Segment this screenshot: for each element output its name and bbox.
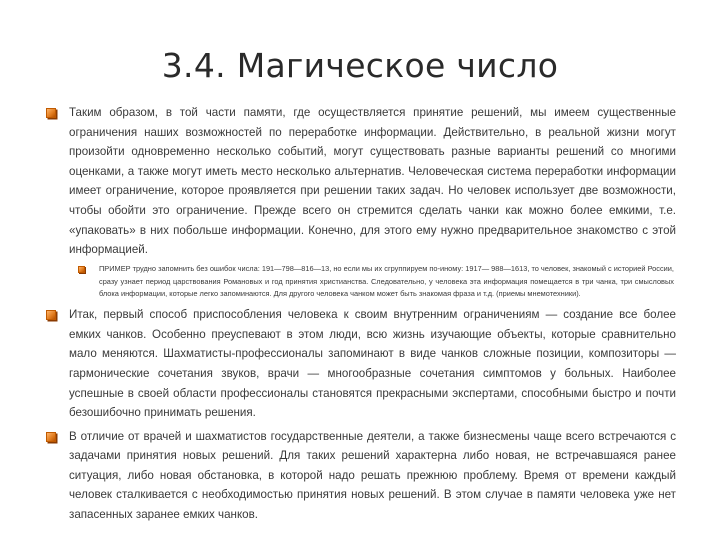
bullet-item-2 — [46, 305, 676, 423]
sub-bullet-text: ПРИМЕР трудно запомнить без ошибок числа: 191—798—816—13, но если мы их сгруппируем по-иному: 1917— 988—1613, то человек, знакомый с историей России, сразу узнает период царствования Романовых и год принятия христианства. Следовательно, у человека эта информация помещается в три чанка, три смысловых блока информации, которые легко запоминаются. Для другого человека чанком может быть знакомая фраза и т.д. (приемы мнемотехники). — [99, 263, 674, 299]
orange-square-bullet-icon — [46, 432, 56, 442]
orange-square-bullet-icon — [46, 108, 56, 118]
orange-square-bullet-icon — [78, 266, 85, 273]
bullet-text-1: Таким образом, в той части памяти, где осуществляется принятие решений, мы имеем существенные ограничения наших возможностей по переработке информации. Действительно, в реальной жизни могут произойти одновременно несколько событий, могут существовать разные варианты решений со многими оценками, а также могут иметь место несколько альтернатив. Человеческая система переработки информации имеет ограничение, которое проявляется при решении таких задач. Но человек использует две возможности, чтобы обойти это ограничение. Прежде всего он стремится сделать чанки как можно более емкими, т.е. «упаковать» в них побольше информации. Конечно, для этого ему нужно предварительное знакомство с этой информацией. — [69, 106, 676, 257]
slide-content — [46, 103, 676, 525]
bullet-item-1 — [46, 103, 676, 260]
bullet-item-3 — [46, 427, 676, 525]
bullet-text-3: В отличие от врачей и шахматистов государственные деятели, а также бизнесмены чаще всего встречаются с задачами принятия новых решений. Для таких решений характерна либо новая, не встречавшаяся ранее ситуация, либо новая обстановка, в которой надо решать прежнюю проблему. Время от времени каждый человек сталкивается с необходимостью принятия новых решений. В этом случае в памяти человека уже нет запасенных заранее емких чанков. — [69, 429, 676, 522]
slide-title: 3.4. Магическое число — [161, 46, 559, 85]
orange-square-bullet-icon — [46, 310, 56, 320]
bullet-text-2: Итак, первый способ приспособления человека к своим внутренним ограничениям — создание все более емких чанков. Особенно преуспевают в этом люди, всю жизнь изучающие объекты, которые сравнительно мало меняются. Шахматисты-профессионалы запоминают в виде чанков сложные позиции, композиторы — гармонические сочетания звуков, врачи — многообразные сочетания симптомов у больных. Наиболее успешные в своей области профессионалы становятся прекрасными экспертами, способными быстро и почти безошибочно принимать решения. — [69, 308, 676, 420]
sub-bullet-example — [78, 263, 674, 301]
